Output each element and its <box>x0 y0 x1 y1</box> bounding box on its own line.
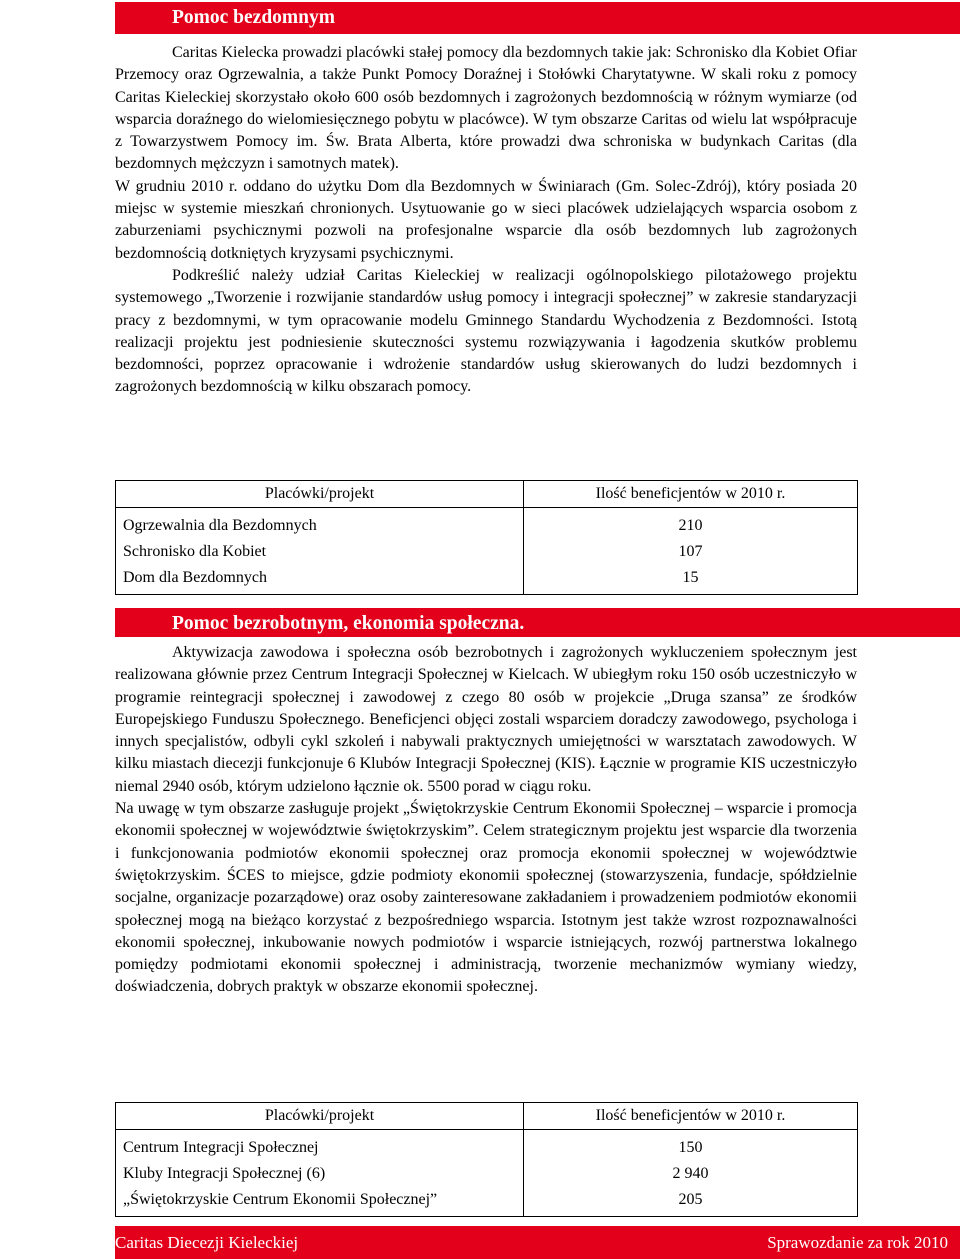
section-body-homeless <box>115 42 857 399</box>
table-header-row <box>116 481 858 508</box>
paragraph: W grudniu 2010 r. oddano do użytku Dom dla Bezdomnych w Świniarach (Gm. Solec-Zdrój), który posiada 20 miejsc w systemie mieszkań chronionych. Usytuowanie go w sieci placówek udzielających wsparcia osobom z zaburzeniami psychicznymi pozwoli na profesjonalne wsparcie dla osób bezdomnych lub zagrożonych bezdomnością dotkniętych kryzysami psychicznymi. <box>115 177 857 262</box>
table-cell: 15 <box>524 565 858 595</box>
table-cell: 205 <box>524 1187 858 1217</box>
table-cell: 107 <box>524 539 858 565</box>
section-heading-unemployed: Pomoc bezrobotnym, ekonomia społeczna. <box>115 608 960 637</box>
table-cell: 210 <box>524 508 858 540</box>
table-row <box>116 508 858 540</box>
paragraph: Na uwagę w tym obszarze zasługuje projekt „Świętokrzyskie Centrum Ekonomii Społecznej – wsparcie i promocja ekonomii społecznej w województwie świętokrzyskim”. Celem strategicznym projektu jest wsparcie dla tworzenia i funkcjonowania podmiotów ekonomii społecznej oraz promocja ekonomii społecznej w województwie świętokrzyskim. ŚCES to miejsce, gdzie podmioty ekonomii społecznej (stowarzyszenia, fundacje, spółdzielnie socjalne, organizacje pozarządowe) oraz osoby zainteresowane zakładaniem i prowadzeniem podmiotów ekonomii społecznej mogą na bieżąco korzystać z bezpośredniego wsparcia. Istotnym jest także wzrost rozpoznawalności ekonomii społecznej, inkubowanie nowych podmiotów i wsparcie istniejących, rozwój partnerstwa lokalnego pomiędzy podmiotami ekonomii społecznej i administracją, tworzenie mechanizmów wymiany wiedzy, doświadczenia, dobrych praktyk w obszarze ekonomii społecznej. <box>115 800 857 996</box>
table-row <box>116 1187 858 1217</box>
table-row <box>116 1161 858 1187</box>
section-body-unemployed <box>115 642 857 999</box>
paragraph: Aktywizacja zawodowa i społeczna osób bezrobotnych i zagrożonych wykluczeniem społecznym jest realizowana głównie przez Centrum Integracji Społecznej w Kielcach. W ubiegłym roku 150 osób uczestniczyło w programie reintegracji społecznej i zawodowej z czego 80 osób w projekcie „Druga szansa” ze środków Europejskiego Funduszu Społecznego. Beneficjenci objęci zostali wsparciem doradczy zawodowego, psychologa i innych specjalistów, odbyli cykl szkoleń i nabywali praktycznych umiejętności w warsztatach zawodowych. W kilku miastach diecezji funkcjonuje 6 Klubów Integracji Społecznej (KIS). Łącznie w programie KIS uczestniczyło niemal 2940 osób, którym udzielono łącznie ok. 5500 porad w ciągu roku. <box>115 644 857 795</box>
column-header: Placówki/projekt <box>116 1103 524 1130</box>
page-footer <box>115 1226 960 1259</box>
table-cell: Schronisko dla Kobiet <box>116 539 524 565</box>
table-header-row <box>116 1103 858 1130</box>
table-cell: Kluby Integracji Społecznej (6) <box>116 1161 524 1187</box>
footer-organization: Caritas Diecezji Kieleckiej <box>115 1233 299 1252</box>
table-row <box>116 1130 858 1162</box>
table-cell: Ogrzewalnia dla Bezdomnych <box>116 508 524 540</box>
column-header: Ilość beneficjentów w 2010 r. <box>524 481 858 508</box>
section-heading-homeless: Pomoc bezdomnym <box>115 2 960 34</box>
table-cell: Dom dla Bezdomnych <box>116 565 524 595</box>
table-cell: „Świętokrzyskie Centrum Ekonomii Społecznej” <box>116 1187 524 1217</box>
table-cell: Centrum Integracji Społecznej <box>116 1130 524 1162</box>
table-row <box>116 539 858 565</box>
table-row <box>116 565 858 595</box>
table-cell: 150 <box>524 1130 858 1162</box>
footer-report-title: Sprawozdanie za rok 2010 <box>767 1233 948 1252</box>
beneficiaries-table-homeless <box>115 480 858 595</box>
table-cell: 2 940 <box>524 1161 858 1187</box>
beneficiaries-table-social-economy <box>115 1102 858 1217</box>
paragraph: Caritas Kielecka prowadzi placówki stałej pomocy dla bezdomnych takie jak: Schronisko dla Kobiet Ofiar Przemocy oraz Ogrzewalnia, a także Punkt Pomocy Doraźnej i Stołówki Charytatywne. W skali roku z pomocy Caritas Kieleckiej skorzystało około 600 osób bezdomnych i zagrożonych bezdomnością w różnym wymiarze (od wsparcia doraźnego do wielomiesięcznego pobytu w placówce). W tym obszarze Caritas od wielu lat współpracuje z Towarzystwem Pomocy im. Św. Brata Alberta, które prowadzi dwa schroniska w budynkach Caritas (dla bezdomnych mężczyzn i samotnych matek). <box>115 44 857 173</box>
column-header: Placówki/projekt <box>116 481 524 508</box>
paragraph: Podkreślić należy udział Caritas Kieleckiej w realizacji ogólnopolskiego pilotażowego projektu systemowego „Tworzenie i rozwijanie standardów usług pomocy i integracji społecznej” w zakresie standaryzacji pracy z bezdomnymi, w tym opracowanie modelu Gminnego Standardu Wychodzenia z Bezdomności. Istotą realizacji projektu jest podniesienie skuteczności systemu rozwiązywania i łagodzenia skutków problemu bezdomności, poprzez opracowanie i wdrożenie standardów usług skierowanych do ludzi bezdomnych i zagrożonych bezdomnością w kilku obszarach pomocy. <box>115 266 857 396</box>
column-header: Ilość beneficjentów w 2010 r. <box>524 1103 858 1130</box>
